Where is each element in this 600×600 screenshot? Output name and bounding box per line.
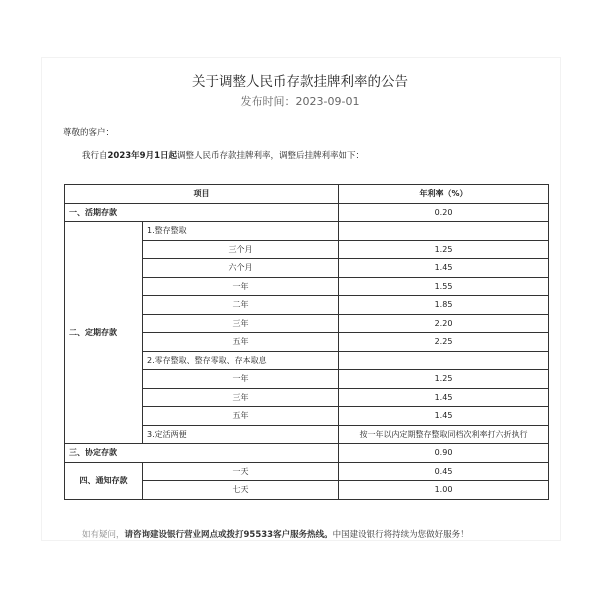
rate-cell: 1.45 xyxy=(339,259,549,278)
notice-title: 关于调整人民币存款挂牌利率的公告 xyxy=(192,74,408,90)
table-row xyxy=(65,222,549,241)
term-cell: 一年 xyxy=(143,370,339,389)
rate-table xyxy=(64,184,549,500)
header-rate: 年利率（%） xyxy=(339,185,549,204)
rate-cell: 1.45 xyxy=(339,388,549,407)
rate-cell: 1.85 xyxy=(339,296,549,315)
flexible-rate: 按一年以内定期整存整取同档次利率打六折执行 xyxy=(339,425,549,444)
term-cell: 六个月 xyxy=(143,259,339,278)
publish-date: 发布时间：2023-09-01 xyxy=(240,95,360,108)
table-row xyxy=(65,444,549,463)
footer-note xyxy=(82,528,469,540)
term-cell: 二年 xyxy=(143,296,339,315)
demand-deposit-label: 一、活期存款 xyxy=(65,203,339,222)
term-cell: 七天 xyxy=(143,481,339,500)
term-cell: 三年 xyxy=(143,314,339,333)
rate-cell: 1.45 xyxy=(339,407,549,426)
demand-deposit-rate: 0.20 xyxy=(339,203,549,222)
table-row xyxy=(65,462,549,481)
term-cell: 五年 xyxy=(143,333,339,352)
greeting: 尊敬的客户： xyxy=(63,128,115,138)
rate-cell: 2.20 xyxy=(339,314,549,333)
rate-cell: 1.00 xyxy=(339,481,549,500)
footer-suffix: 中国建设银行将持续为您做好服务！ xyxy=(332,530,469,540)
intro-suffix: 调整人民币存款挂牌利率，调整后挂牌利率如下： xyxy=(177,151,365,161)
lump-sum-label: 1.整存整取 xyxy=(143,222,339,241)
time-deposit-label: 二、定期存款 xyxy=(65,222,143,444)
intro-effective-date: 2023年9月1日起 xyxy=(107,151,178,161)
table-row xyxy=(65,203,549,222)
rate-cell: 1.25 xyxy=(339,240,549,259)
term-cell: 一年 xyxy=(143,277,339,296)
rate-cell: 2.25 xyxy=(339,333,549,352)
flexible-label: 3.定活两便 xyxy=(143,425,339,444)
header-item: 项目 xyxy=(65,185,339,204)
rate-cell: 0.45 xyxy=(339,462,549,481)
intro-paragraph xyxy=(82,149,364,161)
term-cell: 五年 xyxy=(143,407,339,426)
rate-cell: 1.55 xyxy=(339,277,549,296)
rate-cell: 1.25 xyxy=(339,370,549,389)
installment-label: 2.零存整取、整存零取、存本取息 xyxy=(143,351,339,370)
footer-hotline: 请咨询建设银行营业网点或拨打95533客户服务热线。 xyxy=(124,530,333,540)
empty-cell xyxy=(339,222,549,241)
term-cell: 三个月 xyxy=(143,240,339,259)
term-cell: 一天 xyxy=(143,462,339,481)
table-header-row xyxy=(65,185,549,204)
intro-prefix: 我行自 xyxy=(82,151,108,161)
empty-cell xyxy=(339,351,549,370)
notice-deposit-label: 四、通知存款 xyxy=(65,462,143,499)
footer-prefix: 如有疑问， xyxy=(82,530,125,540)
agreement-deposit-label: 三、协定存款 xyxy=(65,444,339,463)
term-cell: 三年 xyxy=(143,388,339,407)
agreement-deposit-rate: 0.90 xyxy=(339,444,549,463)
